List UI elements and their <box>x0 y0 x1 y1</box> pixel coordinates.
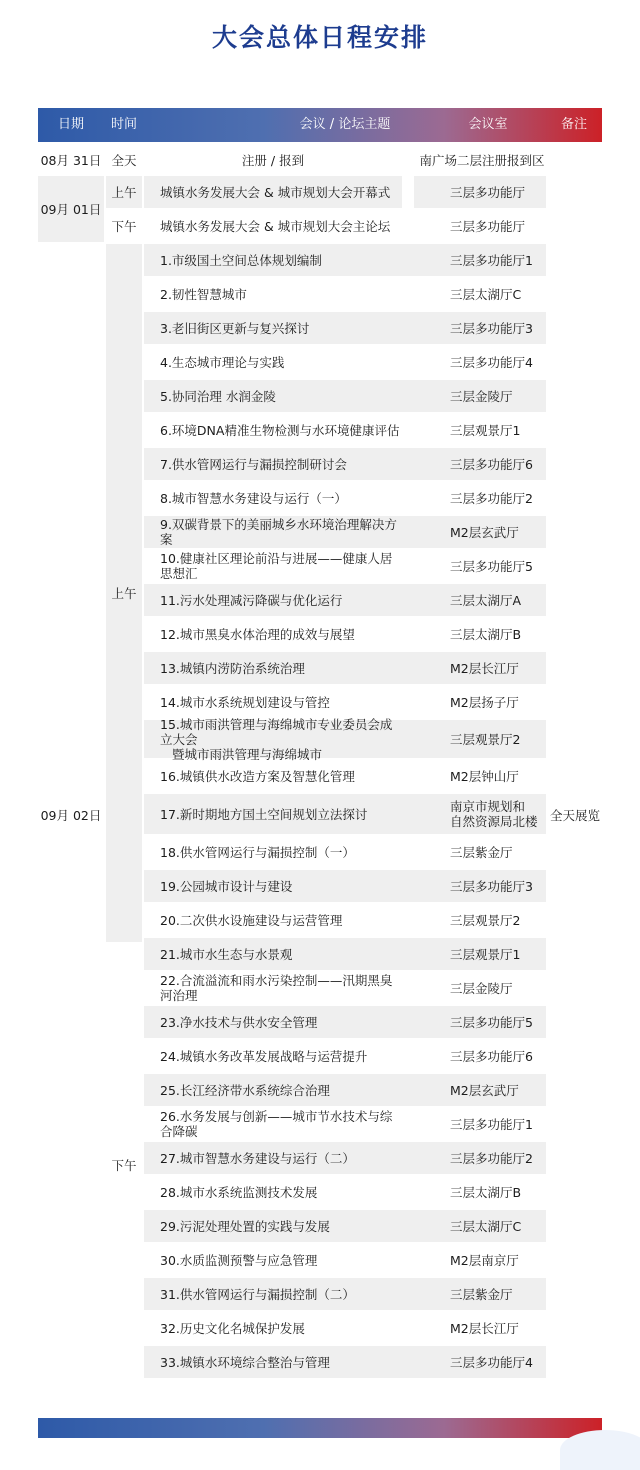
session-room-line: 三层多功能厅4 <box>450 354 533 370</box>
session-topic-line: 13.城镇内涝防治系统治理 <box>160 660 305 676</box>
session-room-line: 南京市规划和 <box>450 799 526 814</box>
session-topic <box>144 1346 402 1378</box>
session-topic-line: 22.合流溢流和雨水污染控制——汛期黑臭河治理 <box>160 973 393 1003</box>
session-topic-line: 9.双碳背景下的美丽城乡水环境治理解决方案 <box>160 517 397 547</box>
header-date: 日期 <box>57 117 84 132</box>
session-topic <box>144 482 402 514</box>
topic-cell: 城镇水务发展大会 & 城市规划大会开幕式 <box>144 176 402 208</box>
session-room-line: 三层金陵厅 <box>450 980 513 996</box>
session-topic <box>144 1108 402 1140</box>
session-room-line: 三层多功能厅3 <box>450 878 533 894</box>
session-room <box>414 1176 546 1208</box>
row-gap <box>402 972 414 1004</box>
session-room <box>414 516 546 548</box>
session-topic <box>144 1142 402 1174</box>
session-topic <box>144 1210 402 1242</box>
session-topic <box>144 652 402 684</box>
row-gap <box>402 346 414 378</box>
header-note: 备注 <box>560 117 587 132</box>
session-room <box>414 448 546 480</box>
session-room <box>414 618 546 650</box>
time-cell: 上午 <box>106 176 142 208</box>
session-room <box>414 1074 546 1106</box>
session-topic <box>144 972 402 1004</box>
session-room <box>414 482 546 514</box>
session-topic <box>144 516 402 548</box>
row-gap <box>402 516 414 548</box>
row-gap <box>402 1176 414 1208</box>
decorative-corner <box>560 1430 640 1470</box>
session-room <box>414 244 546 276</box>
session-room <box>414 938 546 970</box>
session-room-line: 三层太湖厅C <box>450 1218 522 1234</box>
session-topic-line: 31.供水管网运行与漏损控制（二） <box>160 1286 355 1302</box>
session-room-line: M2层长江厅 <box>450 660 519 676</box>
session-topic-line: 7.供水管网运行与漏损控制研讨会 <box>160 456 347 472</box>
session-topic <box>144 904 402 936</box>
session-topic-line: 24.城镇水务改革发展战略与运营提升 <box>160 1048 368 1064</box>
session-topic-line: 5.协同治理 水润金陵 <box>160 388 276 404</box>
session-room <box>414 904 546 936</box>
header-room: 会议室 <box>468 117 508 132</box>
row-gap <box>402 1210 414 1242</box>
row-gap <box>402 414 414 446</box>
row-gap <box>402 448 414 480</box>
session-room <box>414 278 546 310</box>
session-topic-line: 30.水质监测预警与应急管理 <box>160 1252 318 1268</box>
room-cell: 南广场二层注册报到区 <box>419 153 545 168</box>
session-room-line: 三层多功能厅2 <box>450 1150 533 1166</box>
session-topic <box>144 1040 402 1072</box>
session-topic <box>144 1006 402 1038</box>
session-room <box>414 652 546 684</box>
row-gap <box>402 584 414 616</box>
session-room-line: 三层多功能厅3 <box>450 320 533 336</box>
row-gap <box>402 720 414 758</box>
session-room <box>414 836 546 868</box>
date-cell: 09月 01日 <box>38 176 104 242</box>
session-topic-line: 19.公园城市设计与建设 <box>160 878 293 894</box>
time-cell: 上午 <box>106 244 142 942</box>
session-room-line: 三层多功能厅1 <box>450 1116 533 1132</box>
date-cell: 09月 02日 <box>40 808 102 823</box>
row-gap <box>402 1244 414 1276</box>
session-topic <box>144 1312 402 1344</box>
session-room <box>414 1210 546 1242</box>
session-room <box>414 346 546 378</box>
session-topic <box>144 716 402 762</box>
topic-cell: 注册 / 报到 <box>241 153 305 168</box>
session-topic <box>144 346 402 378</box>
row-gap <box>402 1108 414 1140</box>
row-gap <box>402 760 414 792</box>
session-room <box>414 312 546 344</box>
session-room-line: 三层观景厅2 <box>450 731 521 747</box>
session-topic-line: 23.净水技术与供水安全管理 <box>160 1014 318 1030</box>
session-topic <box>144 760 402 792</box>
session-room-line: 三层太湖厅A <box>450 592 522 608</box>
session-topic-line: 12.城市黑臭水体治理的成效与展望 <box>160 626 355 642</box>
session-room <box>414 584 546 616</box>
session-room-line: M2层长江厅 <box>450 1320 519 1336</box>
session-topic <box>144 1278 402 1310</box>
row-gap <box>402 870 414 902</box>
session-room-line: 三层多功能厅1 <box>450 252 533 268</box>
session-topic-line: 14.城市水系统规划建设与管控 <box>160 694 330 710</box>
row-gap <box>402 1142 414 1174</box>
session-topic-line: 3.老旧街区更新与复兴探讨 <box>160 320 310 336</box>
session-room <box>414 1006 546 1038</box>
session-room-line: 三层紫金厅 <box>450 844 513 860</box>
session-topic <box>144 794 402 834</box>
session-room-line: 三层金陵厅 <box>450 388 513 404</box>
row-gap <box>402 1040 414 1072</box>
row-gap <box>402 1312 414 1344</box>
session-room <box>414 550 546 582</box>
session-room <box>414 1278 546 1310</box>
session-topic-line: 11.污水处理减污降碳与优化运行 <box>160 592 343 608</box>
row-gap <box>402 904 414 936</box>
row-gap <box>402 482 414 514</box>
session-topic <box>144 584 402 616</box>
session-room-line: 三层多功能厅5 <box>450 1014 533 1030</box>
session-topic <box>144 836 402 868</box>
session-room <box>414 870 546 902</box>
time-cell: 下午 <box>111 1158 137 1173</box>
session-room-line: 三层紫金厅 <box>450 1286 513 1302</box>
session-topic <box>144 686 402 718</box>
session-topic <box>144 414 402 446</box>
session-room-line: 三层多功能厅5 <box>450 558 533 574</box>
topic-cell: 城镇水务发展大会 & 城市规划大会主论坛 <box>160 218 391 234</box>
session-topic-line: 20.二次供水设施建设与运营管理 <box>160 912 343 928</box>
session-topic-line: 27.城市智慧水务建设与运行（二） <box>160 1150 355 1166</box>
session-topic <box>144 870 402 902</box>
session-topic-line: 15.城市雨洪管理与海绵城市专业委员会成立大会 <box>160 716 393 747</box>
session-room <box>414 794 546 834</box>
session-room-line: 三层观景厅2 <box>450 912 521 928</box>
session-topic-line: 2.韧性智慧城市 <box>160 286 247 302</box>
row-gap <box>402 1006 414 1038</box>
session-room <box>414 1142 546 1174</box>
session-room-line: 自然资源局北楼 <box>450 814 538 829</box>
row-gap <box>402 1346 414 1378</box>
session-room <box>414 1244 546 1276</box>
session-topic-line: 10.健康社区理论前沿与进展——健康人居思想汇 <box>160 551 393 581</box>
session-topic-line: 33.城镇水环境综合整治与管理 <box>160 1354 330 1370</box>
row-gap <box>402 618 414 650</box>
session-topic-line: 1.市级国土空间总体规划编制 <box>160 252 322 268</box>
session-topic-line: 18.供水管网运行与漏损控制（一） <box>160 844 355 860</box>
session-room-line: 三层多功能厅4 <box>450 1354 533 1370</box>
session-topic <box>144 938 402 970</box>
row-gap <box>402 312 414 344</box>
row-gap <box>402 380 414 412</box>
time-cell: 下午 <box>111 219 137 234</box>
session-topic-line: 28.城市水系统监测技术发展 <box>160 1184 318 1200</box>
session-topic-line: 6.环境DNA精准生物检测与水环境健康评估 <box>160 422 400 438</box>
session-room <box>414 1346 546 1378</box>
header-topic: 会议 / 论坛主题 <box>299 117 391 132</box>
session-room <box>414 1312 546 1344</box>
session-topic-line: 29.污泥处理处置的实践与发展 <box>160 1218 330 1234</box>
session-room-line: M2层扬子厅 <box>450 694 519 710</box>
row-gap <box>402 652 414 684</box>
row-gap <box>402 278 414 310</box>
session-topic-line: 4.生态城市理论与实践 <box>160 354 285 370</box>
session-room <box>414 1108 546 1140</box>
row-gap <box>402 244 414 276</box>
row-gap <box>402 686 414 718</box>
session-room <box>414 760 546 792</box>
session-room-line: 三层多功能厅2 <box>450 490 533 506</box>
session-room-line: 三层观景厅1 <box>450 422 521 438</box>
room-cell: 三层多功能厅 <box>414 176 546 208</box>
session-room-line: 三层太湖厅B <box>450 626 522 642</box>
room-cell: 三层多功能厅 <box>450 218 526 234</box>
session-room <box>414 414 546 446</box>
session-room <box>414 720 546 758</box>
session-topic <box>144 448 402 480</box>
session-topic-line: 16.城镇供水改造方案及智慧化管理 <box>160 768 355 784</box>
page-title: 大会总体日程安排 <box>211 23 428 52</box>
session-room-line: 三层太湖厅C <box>450 286 522 302</box>
session-room-line: 三层太湖厅B <box>450 1184 522 1200</box>
session-topic <box>144 312 402 344</box>
session-topic <box>144 1244 402 1276</box>
note-cell: 全天展览 <box>549 808 600 823</box>
session-topic-line: 17.新时期地方国土空间规划立法探讨 <box>160 806 368 822</box>
session-room <box>414 380 546 412</box>
session-topic-line: 21.城市水生态与水景观 <box>160 946 293 962</box>
session-room-line: M2层钟山厅 <box>450 768 519 784</box>
session-room <box>414 1040 546 1072</box>
session-topic <box>144 380 402 412</box>
header-time: 时间 <box>110 117 137 132</box>
table-header <box>38 108 602 142</box>
session-topic-line: 26.水务发展与创新——城市节水技术与综合降碳 <box>160 1109 393 1139</box>
session-topic <box>144 1074 402 1106</box>
session-topic-line: 25.长江经济带水系统综合治理 <box>160 1082 330 1098</box>
row-gap <box>402 1278 414 1310</box>
session-topic-line: 8.城市智慧水务建设与运行（一） <box>160 490 347 506</box>
time-cell: 全天 <box>111 153 137 168</box>
session-topic <box>144 550 402 582</box>
session-topic <box>144 1176 402 1208</box>
date-cell: 08月 31日 <box>40 153 102 168</box>
row-gap <box>402 1074 414 1106</box>
footer-bar <box>38 1418 602 1438</box>
session-topic <box>144 244 402 276</box>
session-room-line: 三层多功能厅6 <box>450 1048 533 1064</box>
session-room-line: M2层玄武厅 <box>450 1082 519 1098</box>
session-topic <box>144 618 402 650</box>
row-gap <box>402 794 414 834</box>
row-gap <box>402 550 414 582</box>
session-room-line: M2层玄武厅 <box>450 524 519 540</box>
session-room-line: M2层南京厅 <box>450 1252 519 1268</box>
session-topic-line: 暨城市雨洪管理与海绵城市 <box>172 746 323 762</box>
session-topic <box>144 278 402 310</box>
row-gap <box>402 836 414 868</box>
session-topic-line: 32.历史文化名城保护发展 <box>160 1320 305 1336</box>
session-room-line: 三层多功能厅6 <box>450 456 533 472</box>
row-gap <box>402 938 414 970</box>
session-room <box>414 686 546 718</box>
session-room-line: 三层观景厅1 <box>450 946 521 962</box>
session-room <box>414 972 546 1004</box>
